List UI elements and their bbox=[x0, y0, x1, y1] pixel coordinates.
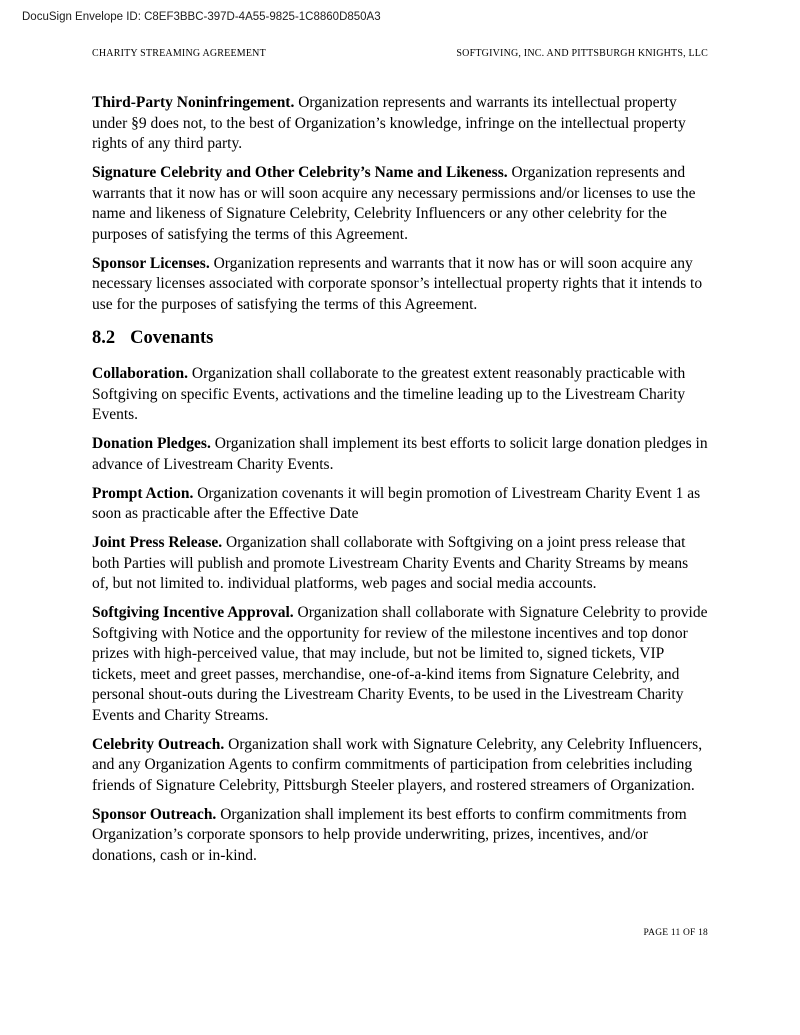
clause-celebrity-name-likeness bbox=[92, 163, 708, 245]
clause-title: Sponsor Outreach. bbox=[92, 805, 217, 823]
running-header bbox=[92, 48, 708, 59]
running-header-title: CHARITY STREAMING AGREEMENT bbox=[92, 48, 266, 59]
clause-body: Organization shall implement its best efforts to solicit large donation pledges in advance of Livestream Charity Events. bbox=[92, 435, 708, 473]
clause-title: Collaboration. bbox=[92, 365, 189, 382]
clause-celebrity-outreach bbox=[92, 735, 708, 797]
clause-body: Organization shall collaborate with Signature Celebrity to provide Softgiving with Notice and the opportunity for review of the milestone incentives and top donor prizes with high-perceived value, that may include, but not be limited to, signed tickets, VIP tickets, meet and greet passes, merchandise, one-of-a-kind items from Signature Celebrity, and personal shout-outs during the Livestream Charity Events, to be used in the Livestream Charity Events and Charity Streams. bbox=[92, 604, 708, 724]
clause-body: Organization shall implement its best efforts to confirm commitments from Organization’s corporate sponsors to help provide underwriting, prizes, incentives, and/or donations, cash or in-kind. bbox=[92, 805, 687, 864]
clause-title: Sponsor Licenses. bbox=[92, 254, 210, 272]
clause-body: Organization shall collaborate with Softgiving on a joint press release that both Parties will publish and promote Livestream Charity Events and Charity Streams by means of, but not limited to. individual platforms, web pages and social media accounts. bbox=[92, 534, 689, 592]
clause-body: Organization represents and warrants that it now has or will soon acquire any necessary licenses associated with corporate sponsor’s intellectual property rights that it intends to use for the purposes of satisfying the terms of this Agreement. bbox=[92, 254, 703, 313]
clause-title: Donation Pledges. bbox=[92, 435, 211, 452]
clause-softgiving-incentive-approval bbox=[92, 603, 708, 726]
clause-sponsor-outreach bbox=[92, 805, 708, 867]
section-number: 8.2 bbox=[92, 328, 116, 348]
clause-body: Organization represents and warrants that it now has or will soon acquire any necessary permissions and/or licenses to use the name and likeness of Signature Celebrity, Celebrity Influencers or any other celebrity for the purposes of satisfying the terms of this Agreement. bbox=[92, 164, 696, 243]
clause-sponsor-licenses bbox=[92, 254, 708, 316]
clause-collaboration bbox=[92, 364, 708, 426]
clause-title: Prompt Action. bbox=[92, 484, 194, 502]
clause-title: Joint Press Release. bbox=[92, 534, 223, 551]
clause-body: Organization shall work with Signature Celebrity, any Celebrity Influencers, and any Organization Agents to confirm commitments of participation from celebrities including friends of Signature Celebrity, Pittsburgh Steeler players, and rostered streamers of Organization. bbox=[92, 735, 703, 794]
clause-joint-press-release bbox=[92, 533, 708, 595]
running-header-parties: SOFTGIVING, INC. AND PITTSBURGH KNIGHTS, LLC bbox=[456, 48, 708, 59]
clause-title: Third-Party Noninfringement. bbox=[92, 94, 295, 111]
docusign-envelope-id: DocuSign Envelope ID: C8EF3BBC-397D-4A55-9825-1C8860D850A3 bbox=[22, 11, 381, 23]
clause-title: Signature Celebrity and Other Celebrity’s Name and Likeness. bbox=[92, 164, 508, 181]
section-heading-covenants bbox=[92, 327, 708, 350]
clause-body: Organization shall collaborate to the greatest extent reasonably practicable with Softgiving on specific Events, activations and the timeline leading up to the Livestream Charity Events. bbox=[92, 365, 686, 423]
section-title: Covenants bbox=[130, 328, 214, 348]
page-number: PAGE 11 OF 18 bbox=[643, 928, 708, 938]
clause-third-party-noninfringement bbox=[92, 93, 708, 155]
clause-title: Softgiving Incentive Approval. bbox=[92, 604, 294, 621]
clause-title: Celebrity Outreach. bbox=[92, 735, 225, 753]
clause-prompt-action bbox=[92, 484, 708, 525]
page-content bbox=[92, 93, 708, 875]
clause-donation-pledges bbox=[92, 434, 708, 475]
clause-body: Organization covenants it will begin promotion of Livestream Charity Event 1 as soon as practicable after the Effective Date bbox=[92, 484, 701, 522]
clause-body: Organization represents and warrants its intellectual property under §9 does not, to the best of Organization’s knowledge, infringe on the intellectual property rights of any third party. bbox=[92, 94, 686, 152]
